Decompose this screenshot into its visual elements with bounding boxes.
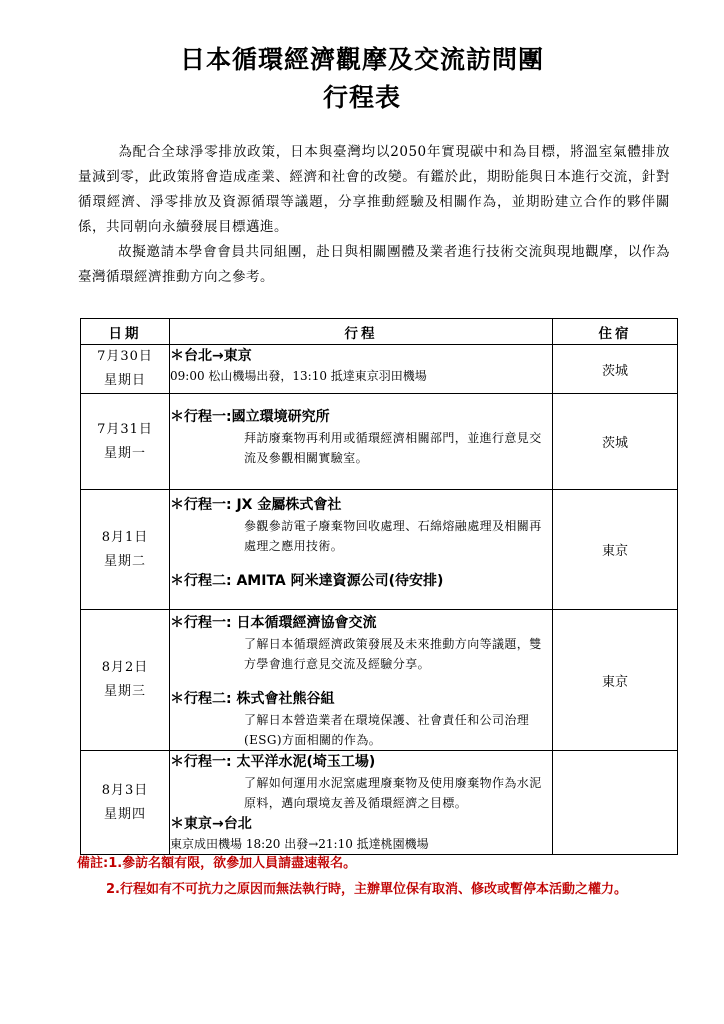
itinerary-cell xyxy=(170,751,553,855)
header-date: 日期 xyxy=(81,319,170,345)
itinerary-item-desc: 拜訪廢棄物再利用或循環經濟相關部門，並進行意見交流及參觀相關實驗室。 xyxy=(244,431,542,465)
header-lodging: 住宿 xyxy=(553,319,678,345)
date-cell xyxy=(81,610,170,751)
itinerary-note: 東京成田機場 18:20 出發→21:10 抵達桃園機場 xyxy=(170,837,429,851)
itinerary-item-desc: 了解如何運用水泥窯處理廢棄物及使用廢棄物作為水泥原料，邁向環境友善及循環經濟之目標。 xyxy=(244,776,542,810)
table-row xyxy=(81,490,678,610)
itinerary-item-title: ＊行程一: 日本循環經濟協會交流 xyxy=(170,615,377,631)
lodging-cell xyxy=(553,751,678,855)
table-header-row xyxy=(81,319,678,345)
date-text: 7月31日 xyxy=(97,421,153,437)
date-cell xyxy=(81,490,170,610)
date-text: 8月2日 xyxy=(101,660,149,675)
date-cell xyxy=(81,394,170,490)
weekday-text: 星期二 xyxy=(103,553,146,569)
table-row xyxy=(81,751,678,855)
itinerary-item-desc: 了解日本循環經濟政策發展及未來推動方向等議題，雙方學會進行意見交流及經驗分享。 xyxy=(244,637,542,671)
intro-paragraph-2 xyxy=(78,240,670,290)
lodging-cell: 茨城 xyxy=(553,394,678,490)
weekday-text: 星期日 xyxy=(103,373,146,388)
itinerary-item-title: ＊東京→台北 xyxy=(170,816,252,832)
lodging-cell: 茨城 xyxy=(553,345,678,394)
lodging-cell: 東京 xyxy=(553,610,678,751)
itinerary-item-title: ＊行程一:國立環境研究所 xyxy=(170,409,330,425)
date-text: 8月3日 xyxy=(101,782,149,798)
itinerary-table xyxy=(80,318,678,855)
itinerary-item-title: ＊行程一: 太平洋水泥(埼玉工場) xyxy=(170,754,376,770)
table-row xyxy=(81,610,678,751)
intro-paragraph-1-text: 為配合全球淨零排放政策，日本與臺灣均以2050年實現碳中和為目標，將溫室氣體排放量減到零，此政策將會造成產業、經濟和社會的改變。有鑑於此，期盼能與日本進行交流，針對循環經濟、淨零排放及資源循環等議題，分享推動經驗及相關作為，並期盼建立合作的夥伴關係，共同朝向永續發展目標邁進。 xyxy=(78,144,670,235)
itinerary-item-desc: 了解日本營造業者在環境保護、社會責任和公司治理 (ESG)方面相關的作為。 xyxy=(244,713,530,747)
remark-note-1: 備註:1.參訪名額有限，欲參加人員請盡速報名。 xyxy=(77,856,357,871)
lodging-cell: 東京 xyxy=(553,490,678,610)
weekday-text: 星期四 xyxy=(103,806,146,822)
document-subtitle: 行程表 xyxy=(322,83,401,112)
itinerary-cell xyxy=(170,490,553,610)
itinerary-cell xyxy=(170,610,553,751)
itinerary-note: 09:00 松山機場出發，13:10 抵達東京羽田機場 xyxy=(170,369,427,383)
table-row xyxy=(81,345,678,394)
itinerary-item-title: ＊行程二: AMITA 阿米達資源公司(待安排) xyxy=(170,573,444,589)
header-itinerary: 行程 xyxy=(170,319,553,345)
itinerary-item-title: ＊台北→東京 xyxy=(170,348,252,364)
remark-note-2: 2.行程如有不可抗力之原因而無法執行時，主辦單位保有取消、修改或暫停本活動之權力。 xyxy=(106,882,627,897)
intro-paragraph-2-text: 故擬邀請本學會會員共同組團，赴日與相關團體及業者進行技術交流與現地觀摩，以作為臺灣循環經濟推動方向之參考。 xyxy=(78,244,670,285)
itinerary-item-title: ＊行程一: JX 金屬株式會社 xyxy=(170,497,342,513)
weekday-text: 星期一 xyxy=(103,445,146,461)
table-row xyxy=(81,394,678,490)
document-title: 日本循環經濟觀摩及交流訪問團 xyxy=(179,45,544,74)
itinerary-item-desc: 參觀參訪電子廢棄物回收處理、石綿熔融處理及相關再處理之應用技術。 xyxy=(244,519,542,553)
date-cell xyxy=(81,345,170,394)
itinerary-cell xyxy=(170,345,553,394)
itinerary-item-title: ＊行程二: 株式會社熊谷組 xyxy=(170,691,335,707)
weekday-text: 星期三 xyxy=(103,684,146,699)
date-text: 8月1日 xyxy=(101,529,149,545)
itinerary-cell xyxy=(170,394,553,490)
date-text: 7月30日 xyxy=(97,349,153,364)
intro-paragraph-1 xyxy=(78,140,670,240)
date-cell xyxy=(81,751,170,855)
